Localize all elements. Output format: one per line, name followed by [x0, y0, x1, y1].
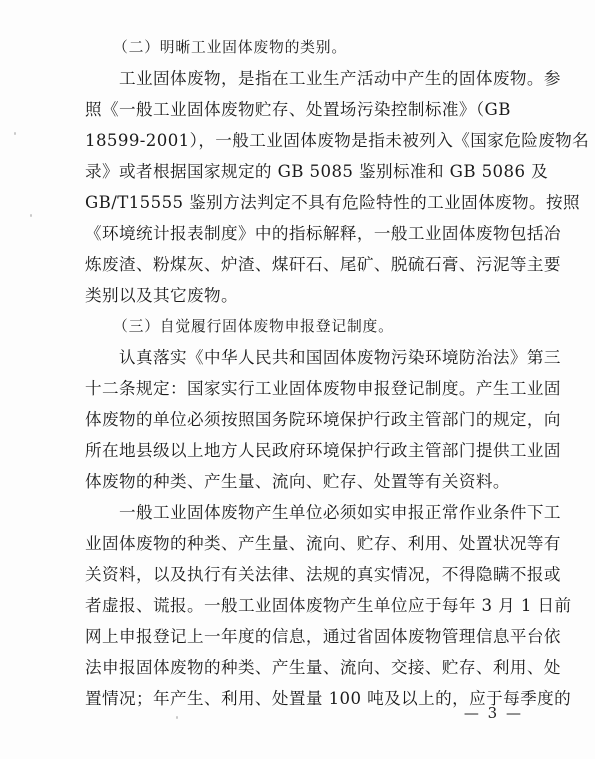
paragraph-reporting-obligations	[85, 497, 572, 714]
document-body	[85, 32, 590, 714]
paragraph-line: 一般工业固体废物产生单位必须如实申报正常作业条件下工	[119, 503, 561, 522]
paragraph-line: 照《一般工业固体废物贮存、处置场污染控制标准》（GB	[85, 100, 511, 119]
paragraph-line: GB/T15555 鉴别方法判定不具有危险特性的工业固体废物。按照	[85, 193, 581, 212]
paragraph-line: 炼废渣、粉煤灰、炉渣、煤矸石、尾矿、脱硫石膏、污泥等主要	[85, 255, 561, 274]
scan-speck	[30, 214, 32, 217]
paragraph-line: 工业固体废物，是指在工业生产活动中产生的固体废物。参	[119, 69, 561, 88]
paragraph-line: 18599-2001），一般工业固体废物是指未被列入《国家危险废物名	[85, 131, 590, 150]
paragraph-line: 类别以及其它废物。	[85, 286, 238, 305]
scan-speck	[14, 132, 16, 135]
paragraph-line: 《环境统计报表制度》中的指标解释，一般工业固体废物包括冶	[85, 224, 561, 243]
page-number: — 3 —	[463, 704, 523, 722]
paragraph-industrial-solid-waste-definition	[85, 63, 590, 311]
paragraph-line: 法申报固体废物的种类、产生量、流向、交接、贮存、利用、处	[85, 658, 561, 677]
paragraph-line: 者虚报、谎报。一般工业固体废物产生单位应于每年 3 月 1 日前	[85, 596, 572, 615]
paragraph-line: 所在地县级以上地方人民政府环境保护行政主管部门提供工业固	[85, 441, 561, 460]
paragraph-registration-law	[85, 342, 561, 497]
paragraph-line: 认真落实《中华人民共和国固体废物污染环境防治法》第三	[119, 348, 561, 367]
paragraph-line: 网上申报登记上一年度的信息，通过省固体废物管理信息平台依	[85, 627, 561, 646]
scan-speck	[176, 716, 178, 719]
paragraph-line: 十二条规定：国家实行工业固体废物申报登记制度。产生工业固	[85, 379, 561, 398]
paragraph-line: 体废物的种类、产生量、流向、贮存、处置等有关资料。	[85, 472, 510, 491]
paragraph-line: 体废物的单位必须按照国务院环境保护行政主管部门的规定，向	[85, 410, 561, 429]
section-heading-3: （三）自觉履行固体废物申报登记制度。	[113, 318, 394, 335]
paragraph-line: 业固体废物的种类、产生量、流向、贮存、利用、处置状况等有	[85, 534, 561, 553]
paragraph-line: 置情况；年产生、利用、处置量 100 吨及以上的，应于每季度的	[85, 689, 572, 708]
paragraph-line: 关资料，以及执行有关法律、法规的真实情况，不得隐瞒不报或	[85, 565, 561, 584]
paragraph-line: 录》或者根据国家规定的 GB 5085 鉴别标准和 GB 5086 及	[85, 162, 549, 181]
section-heading-2: （二）明晰工业固体废物的类别。	[113, 39, 347, 56]
